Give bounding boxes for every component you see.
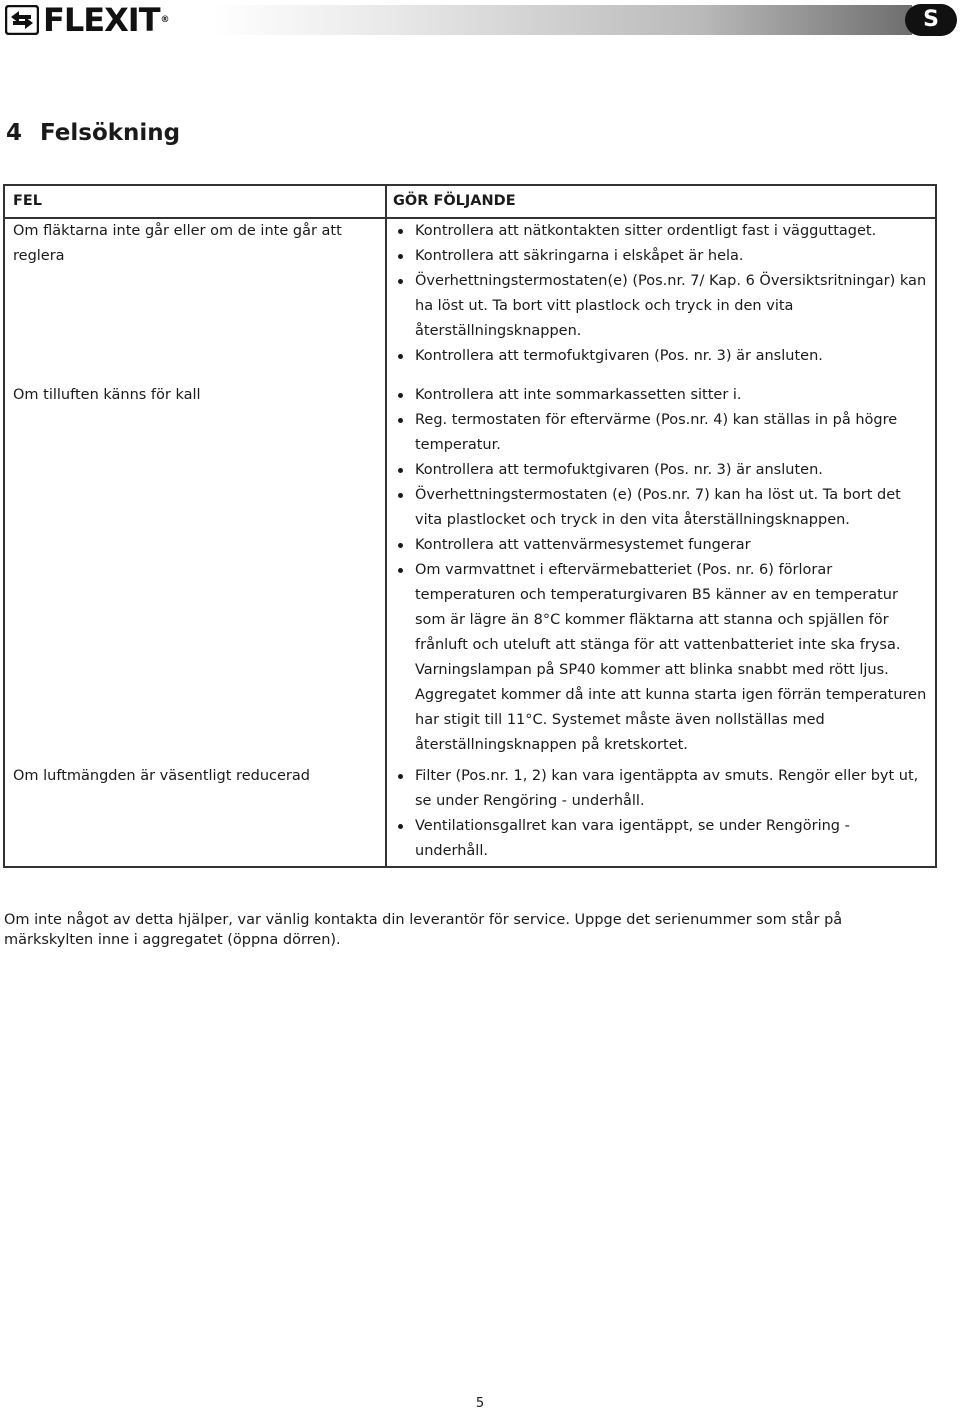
- table-header-row: [4, 185, 936, 218]
- action-item: Överhettningstermostaten(e) (Pos.nr. 7/ Kap. 6 Översiktsritningar) kan ha löst ut. Ta bort vitt plastlock och tryck in den vita återställningsknappen.: [395, 269, 927, 344]
- action-item: Ventilationsgallret kan vara igentäppt, se under Rengöring - underhåll.: [395, 814, 927, 864]
- table-row: [4, 764, 936, 867]
- fault-cell: Om fläktarna inte går eller om de inte går att reglera: [4, 218, 386, 383]
- actions-column-header: GÖR FÖLJANDE: [386, 185, 936, 218]
- section-number: 4: [6, 120, 23, 146]
- language-badge: S: [905, 4, 957, 36]
- fault-cell: Om tilluften känns för kall: [4, 383, 386, 764]
- section-title: [6, 120, 180, 146]
- page-number: 5: [475, 1396, 485, 1411]
- action-list: [395, 383, 927, 758]
- header-gradient-bar: [212, 5, 912, 35]
- action-item: Filter (Pos.nr. 1, 2) kan vara igentäppta av smuts. Rengör eller byt ut, se under Rengöring - underhåll.: [395, 764, 927, 814]
- flexit-arrows-icon: [5, 5, 39, 35]
- action-item: Om varmvattnet i eftervärmebatteriet (Pos. nr. 6) förlorar temperaturen och temperaturgivaren B5 känner av en temperatur som är lägre än 8°C kommer fläktarna att stanna och spjällen för frånluft och uteluft att stänga för att vattenbatteriet inte ska frysa. Varningslampan på SP40 kommer att blinka snabbt med rött ljus. Aggregatet kommer då inte att kunna starta igen förrän temperaturen har stigit till 11°C. Systemet måste även nollställas med återställningsknappen på kretskortet.: [395, 558, 927, 758]
- actions-cell: [386, 218, 936, 383]
- service-note: Om inte något av detta hjälper, var vänlig kontakta din leverantör för service. Uppge det serienummer som står på märkskylten inne i aggregatet (öppna dörren).: [4, 912, 843, 948]
- action-item: Kontrollera att nätkontakten sitter ordentligt fast i vägguttaget.: [395, 219, 927, 244]
- actions-cell: [386, 764, 936, 867]
- action-list: [395, 219, 927, 369]
- action-item: Reg. termostaten för eftervärme (Pos.nr. 4) kan ställas in på högre temperatur.: [395, 408, 927, 458]
- flexit-logo: [5, 1, 169, 39]
- action-item: Kontrollera att termofuktgivaren (Pos. nr. 3) är ansluten.: [395, 458, 927, 483]
- action-item: Kontrollera att vattenvärmesystemet fungerar: [395, 533, 927, 558]
- action-list: [395, 764, 927, 864]
- fault-column-header: FEL: [4, 185, 386, 218]
- action-item: Överhettningstermostaten (e) (Pos.nr. 7) kan ha löst ut. Ta bort det vita plastlocket och tryck in den vita återställningsknappen.: [395, 483, 927, 533]
- fault-cell: Om luftmängden är väsentligt reducerad: [4, 764, 386, 867]
- registered-mark: ®: [160, 15, 169, 25]
- troubleshooting-table: [3, 184, 937, 868]
- table-row: [4, 383, 936, 764]
- actions-cell: [386, 383, 936, 764]
- logo-text: FLEXIT®: [43, 1, 169, 39]
- action-item: Kontrollera att termofuktgivaren (Pos. nr. 3) är ansluten.: [395, 344, 927, 369]
- table-row: [4, 218, 936, 383]
- section-title-text: Felsökning: [40, 120, 181, 146]
- action-item: Kontrollera att säkringarna i elskåpet är hela.: [395, 244, 927, 269]
- page-header: [0, 0, 960, 40]
- action-item: Kontrollera att inte sommarkassetten sitter i.: [395, 383, 927, 408]
